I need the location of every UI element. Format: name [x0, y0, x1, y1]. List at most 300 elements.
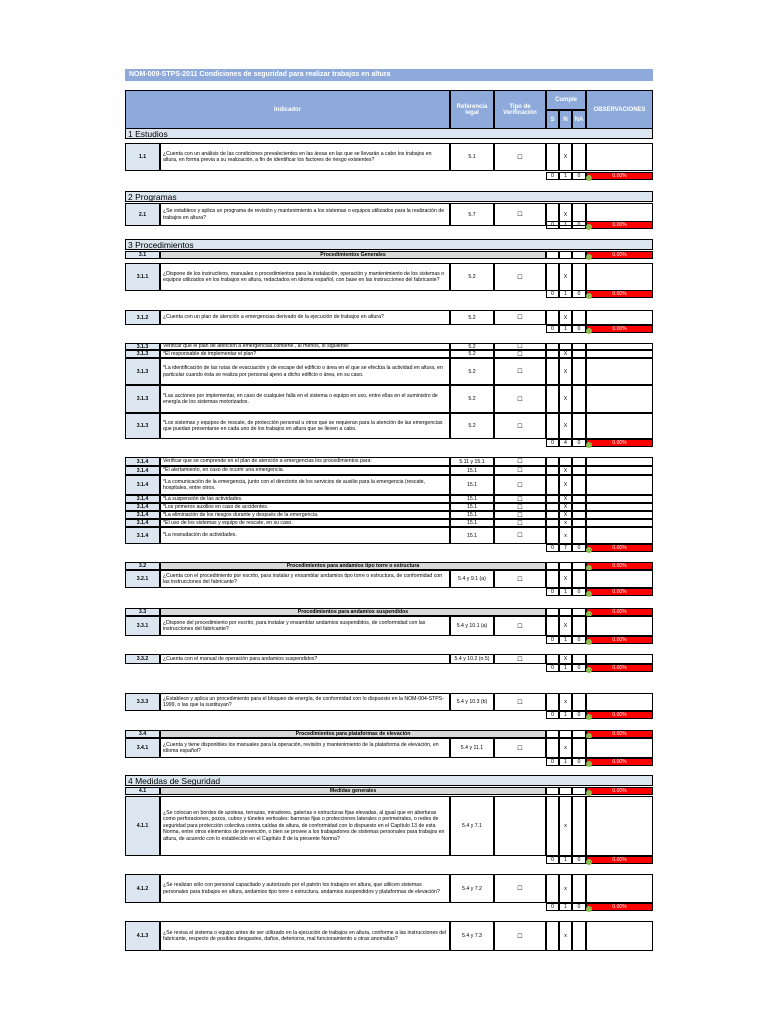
section-header: 3 Procedimientos [125, 239, 653, 250]
row-reference: 15.1 [450, 511, 494, 519]
verification-checkbox[interactable]: ☐ [494, 413, 546, 439]
summary-s: 0 [546, 856, 559, 864]
observaciones-cell[interactable] [586, 457, 653, 466]
summary-s: 0 [546, 221, 559, 229]
subsection-s [546, 608, 559, 616]
cumple-na-cell[interactable] [572, 693, 586, 711]
summary-percent: 0.00% [586, 758, 653, 766]
row-question: ¿Se colocan en bordes de azoteas, terrazas, miradores, galerías o estructuras fijas elevadas, al igual que en aberturas como perforaciones, pozos, cubos y túneles verticales: barreras fijas o protecciones laterales o perimetrales, o redes de seguridad para protección colectiva contra caídas de altura, de conformidad con lo dispuesto en el Capítulo 13 de esta Norma, entre otros elementos de prevención, o bien se provee a los trabajadores de sistemas personales para trabajos en altura, de acuerdo con lo establecido en el Capítulo 8 de la presente Norma? [160, 796, 450, 856]
subsection-number: 3.2 [125, 562, 160, 570]
cumple-na-cell[interactable] [572, 143, 586, 171]
row-reference: 5.4 y 7.3 [450, 921, 494, 951]
cumple-s-cell[interactable] [546, 343, 559, 350]
status-indicator-icon [586, 591, 592, 597]
row-number: 3.1.4 [125, 495, 160, 503]
cumple-n-cell[interactable]: X [559, 263, 572, 291]
row-question: Verificar que el plan de atención a emergencias contiene , al menos, lo siguiente: [160, 343, 450, 350]
cumple-n-cell[interactable]: X [559, 616, 572, 636]
row-number: 3.1.4 [125, 475, 160, 495]
verification-checkbox[interactable]: ☐ [494, 693, 546, 711]
verification-checkbox[interactable]: ☐ [494, 519, 546, 527]
row-reference: 5.4 y 7.2 [450, 874, 494, 903]
row-reference: 5.2 [450, 343, 494, 350]
observaciones-cell[interactable] [586, 143, 653, 171]
row-reference: 15.1 [450, 466, 494, 475]
row-reference: 5.4 y 9.1 (a) [450, 570, 494, 588]
status-indicator-icon [586, 254, 592, 260]
status-indicator-icon [586, 714, 592, 720]
cumple-na-cell[interactable] [572, 921, 586, 951]
observaciones-cell[interactable] [586, 343, 653, 350]
summary-s: 0 [546, 758, 559, 766]
cumple-s-cell[interactable] [546, 874, 559, 903]
status-indicator-icon [586, 328, 592, 334]
verification-checkbox[interactable]: ☐ [494, 385, 546, 413]
summary-s: 0 [546, 325, 559, 333]
cumple-s-cell[interactable] [546, 654, 559, 664]
observaciones-cell[interactable] [586, 413, 653, 439]
row-question: ¿Cuenta con un análisis de las condiciones prevalecientes en las áreas en las que se llevarán a cabo los trabajos en altura, en forma previa a su realización, a fin de identificar los factores de riesgo existentes? [160, 143, 450, 171]
row-reference: 5.4 y 10.2 (n.5) [450, 654, 494, 664]
row-question: Verificar que se comprende en el plan de atención a emergencias los procedimientos para: [160, 457, 450, 466]
observaciones-cell[interactable] [586, 263, 653, 291]
cumple-n-cell[interactable]: X [559, 350, 572, 358]
cumple-na-cell[interactable] [572, 263, 586, 291]
cumple-s-cell[interactable] [546, 358, 559, 385]
status-indicator-icon [586, 547, 592, 553]
subsection-percent: 0.00% [586, 730, 653, 738]
summary-percent: 0.00% [586, 636, 653, 644]
observaciones-cell[interactable] [586, 796, 653, 856]
cumple-s-cell[interactable] [546, 466, 559, 475]
subsection-label: Procedimientos Generales [160, 251, 546, 259]
summary-na: 0 [572, 711, 586, 719]
row-number: 4.1.2 [125, 874, 160, 903]
row-question: ¿Cuenta con un plan de atención a emergencias derivado de la ejecución de trabajos en altura? [160, 310, 450, 325]
row-reference: 5.4 y 10.1 (a) [450, 616, 494, 636]
cumple-n-cell[interactable]: x [559, 519, 572, 527]
verification-checkbox[interactable]: ☐ [494, 466, 546, 475]
row-number: 3.1.3 [125, 385, 160, 413]
row-reference: 15.1 [450, 503, 494, 511]
row-number: 1.1 [125, 143, 160, 171]
cumple-na-cell[interactable] [572, 495, 586, 503]
observaciones-cell[interactable] [586, 519, 653, 527]
summary-percent: 0.00% [586, 290, 653, 298]
row-reference: 15.1 [450, 495, 494, 503]
cumple-na-cell[interactable] [572, 466, 586, 475]
observaciones-cell[interactable] [586, 921, 653, 951]
observaciones-cell[interactable] [586, 466, 653, 475]
cumple-na-cell[interactable] [572, 457, 586, 466]
subsection-s [546, 787, 559, 795]
summary-percent: 0.00% [586, 711, 653, 719]
observaciones-cell[interactable] [586, 310, 653, 325]
cumple-na-cell[interactable] [572, 519, 586, 527]
cumple-na-cell[interactable] [572, 511, 586, 519]
cumple-na-cell[interactable] [572, 503, 586, 511]
subsection-na [572, 251, 586, 259]
verification-checkbox[interactable]: ☐ [494, 203, 546, 226]
verification-checkbox[interactable]: ☐ [494, 570, 546, 588]
status-indicator-icon [586, 906, 592, 912]
cumple-n-cell[interactable]: x [559, 796, 572, 856]
header-observaciones: OBSERVACIONES [586, 90, 653, 130]
row-question: *Las acciones por implementar, en caso de cualquier falla en el sistema o equipo en uso, entre ellas en el suministro de energía de los sistemas motorizados. [160, 385, 450, 413]
verification-checkbox[interactable]: ☐ [494, 350, 546, 358]
verification-checkbox[interactable]: ☐ [494, 511, 546, 519]
observaciones-cell[interactable] [586, 874, 653, 903]
summary-na: 0 [572, 172, 586, 180]
verification-checkbox[interactable]: ☐ [494, 343, 546, 350]
row-question: *La identificación de las rutas de evacuación y de escape del edificio o área en el que se efectúa la actividad en altura, en particular cuando ésta se realiza por personal ajeno a dicho edificio o área, en su caso. [160, 358, 450, 385]
row-number: 2.1 [125, 203, 160, 226]
cumple-s-cell[interactable] [546, 503, 559, 511]
summary-na: 0 [572, 221, 586, 229]
verification-checkbox[interactable] [494, 796, 546, 856]
cumple-na-cell[interactable] [572, 616, 586, 636]
summary-n: 1 [559, 903, 572, 911]
cumple-s-cell[interactable] [546, 519, 559, 527]
cumple-n-cell[interactable]: x [559, 738, 572, 758]
summary-n: 1 [559, 221, 572, 229]
summary-s: 0 [546, 544, 559, 552]
cumple-s-cell[interactable] [546, 457, 559, 466]
row-question: *La comunicación de la emergencia, junto con el directorio de los servicios de auxilio para la emergencia (rescate, hospitales, entre otros. [160, 475, 450, 495]
cumple-na-cell[interactable] [572, 874, 586, 903]
status-indicator-icon [586, 293, 592, 299]
cumple-na-cell[interactable] [572, 570, 586, 588]
cumple-s-cell[interactable] [546, 385, 559, 413]
row-number: 3.1.2 [125, 310, 160, 325]
cumple-n-cell[interactable]: X [559, 413, 572, 439]
verification-checkbox[interactable]: ☐ [494, 263, 546, 291]
cumple-n-cell[interactable]: x [559, 527, 572, 544]
summary-percent: 0.00% [586, 856, 653, 864]
subsection-n [559, 608, 572, 616]
cumple-n-cell[interactable]: X [559, 385, 572, 413]
cumple-n-cell[interactable]: x [559, 693, 572, 711]
subsection-n [559, 251, 572, 259]
row-number: 3.1.3 [125, 350, 160, 358]
verification-checkbox[interactable]: ☐ [494, 654, 546, 664]
observaciones-cell[interactable] [586, 503, 653, 511]
summary-s: 0 [546, 636, 559, 644]
cumple-s-cell[interactable] [546, 527, 559, 544]
cumple-n-cell[interactable]: X [559, 654, 572, 664]
observaciones-cell[interactable] [586, 654, 653, 664]
subsection-na [572, 787, 586, 795]
row-number: 3.1.1 [125, 263, 160, 291]
verification-checkbox[interactable]: ☐ [494, 358, 546, 385]
observaciones-cell[interactable] [586, 475, 653, 495]
summary-percent: 0.00% [586, 664, 653, 672]
summary-s: 0 [546, 172, 559, 180]
subsection-n [559, 562, 572, 570]
section-header: 4 Medidas de Seguridad [125, 775, 653, 786]
subsection-label: Procedimientos para andamios tipo torre o estructura [160, 562, 546, 570]
summary-n: 7 [559, 544, 572, 552]
verification-checkbox[interactable]: ☐ [494, 457, 546, 466]
row-reference: 5.11 y 15.1 [450, 457, 494, 466]
summary-na: 0 [572, 636, 586, 644]
summary-s: 0 [546, 664, 559, 672]
cumple-n-cell[interactable]: X [559, 310, 572, 325]
subsection-number: 4.1 [125, 787, 160, 795]
subsection-na [572, 562, 586, 570]
row-number: 3.1.4 [125, 519, 160, 527]
summary-percent: 0.00% [586, 544, 653, 552]
cumple-na-cell[interactable] [572, 343, 586, 350]
section-header: 1 Estudios [125, 128, 653, 139]
row-question: ¿Cuenta con el manual de operación para andamios suspendidos? [160, 654, 450, 664]
subsection-label: Procedimientos para andamios suspendidos [160, 608, 546, 616]
verification-checkbox[interactable]: ☐ [494, 874, 546, 903]
cumple-s-cell[interactable] [546, 350, 559, 358]
subsection-na [572, 730, 586, 738]
cumple-s-cell[interactable] [546, 738, 559, 758]
cumple-n-cell[interactable]: x [559, 874, 572, 903]
subsection-s [546, 251, 559, 259]
row-question: *El responsable de implementar el plan? [160, 350, 450, 358]
row-number: 3.1.3 [125, 343, 160, 350]
cumple-na-cell[interactable] [572, 385, 586, 413]
summary-n: 1 [559, 290, 572, 298]
subsection-na [572, 608, 586, 616]
row-reference: 5.2 [450, 358, 494, 385]
summary-n: 1 [559, 758, 572, 766]
observaciones-cell[interactable] [586, 570, 653, 588]
verification-checkbox[interactable]: ☐ [494, 143, 546, 171]
row-number: 3.1.3 [125, 358, 160, 385]
cumple-s-cell[interactable] [546, 475, 559, 495]
cumple-s-cell[interactable] [546, 693, 559, 711]
row-question: ¿Cuenta con el procedimiento por escrito, para instalar y ensamblar andamios tipo torre o estructura, de conformidad con las instrucciones del fabricante? [160, 570, 450, 588]
subsection-percent: 0.00% [586, 251, 653, 259]
row-reference: 15.1 [450, 475, 494, 495]
summary-na: 0 [572, 290, 586, 298]
cumple-na-cell[interactable] [572, 738, 586, 758]
summary-na: 0 [572, 588, 586, 596]
summary-na: 0 [572, 856, 586, 864]
row-number: 3.1.3 [125, 413, 160, 439]
row-number: 4.1.3 [125, 921, 160, 951]
cumple-s-cell[interactable] [546, 796, 559, 856]
observaciones-cell[interactable] [586, 693, 653, 711]
cumple-n-cell[interactable]: x [559, 921, 572, 951]
cumple-na-cell[interactable] [572, 310, 586, 325]
cumple-na-cell[interactable] [572, 350, 586, 358]
observaciones-cell[interactable] [586, 358, 653, 385]
row-reference: 5.4 y 11.1 [450, 738, 494, 758]
summary-percent: 0.00% [586, 325, 653, 333]
subsection-n [559, 787, 572, 795]
cumple-na-cell[interactable] [572, 475, 586, 495]
row-number: 3.1.4 [125, 527, 160, 544]
row-question: *La reanudación de actividades. [160, 527, 450, 544]
row-number: 3.2.1 [125, 570, 160, 588]
subsection-n [559, 730, 572, 738]
row-question: ¿Se revisa el sistema o equipo antes de ser utilizado en la ejecución de trabajos en altura, conforme a las instrucciones del fabricante, respecto de posibles desgastes, daños, deterioros, mal funcionamiento u otras anomalías? [160, 921, 450, 951]
cumple-s-cell[interactable] [546, 570, 559, 588]
cumple-s-cell[interactable] [546, 310, 559, 325]
row-reference: 5.1 [450, 143, 494, 171]
cumple-na-cell[interactable] [572, 527, 586, 544]
cumple-s-cell[interactable] [546, 616, 559, 636]
header-cumple: Cumple [546, 90, 586, 110]
cumple-s-cell[interactable] [546, 413, 559, 439]
row-question: ¿Dispone de los instructivos, manuales o procedimientos para la instalación, operación y mantenimiento de los sistemas o equipos utilizados en los trabajos en altura, redactados en idioma español, con base en las instrucciones del fabricante? [160, 263, 450, 291]
row-reference: 15.1 [450, 519, 494, 527]
row-number: 3.1.4 [125, 503, 160, 511]
verification-checkbox[interactable]: ☐ [494, 527, 546, 544]
header-na: NA [572, 110, 586, 130]
cumple-na-cell[interactable] [572, 358, 586, 385]
row-question: *Los primeros auxilios en caso de accidentes. [160, 503, 450, 511]
cumple-n-cell[interactable] [559, 457, 572, 466]
observaciones-cell[interactable] [586, 385, 653, 413]
subsection-s [546, 562, 559, 570]
subsection-number: 3.1 [125, 251, 160, 259]
row-reference: 5.4 y 10.3 (b) [450, 693, 494, 711]
observaciones-cell[interactable] [586, 495, 653, 503]
summary-na: 0 [572, 544, 586, 552]
verification-checkbox[interactable]: ☐ [494, 475, 546, 495]
summary-na: 0 [572, 758, 586, 766]
summary-na: 0 [572, 664, 586, 672]
section-header: 2 Programas [125, 191, 653, 202]
subsection-percent: 0.00% [586, 562, 653, 570]
row-question: *Los sistemas y equipos de rescate, de protección personal u otros que se requieran para la atención de las emergencias que puedan presentarse en cada uno de los trabajos en altura que se lleven a cabo. [160, 413, 450, 439]
cumple-n-cell[interactable]: X [559, 503, 572, 511]
summary-n: 1 [559, 711, 572, 719]
row-number: 3.4.1 [125, 738, 160, 758]
observaciones-cell[interactable] [586, 511, 653, 519]
verification-checkbox[interactable]: ☐ [494, 495, 546, 503]
row-question: ¿Establece y aplica un procedimiento para el bloqueo de energía, de conformidad con lo dispuesto en la NOM-004-STPS-1999, o las que la sustituyan? [160, 693, 450, 711]
header-s: S [546, 110, 559, 130]
subsection-label: Procedimientos para plataformas de elevación [160, 730, 546, 738]
row-number: 4.1.1 [125, 796, 160, 856]
summary-s: 0 [546, 290, 559, 298]
status-indicator-icon [586, 224, 592, 230]
summary-n: 1 [559, 325, 572, 333]
status-indicator-icon [586, 639, 592, 645]
cumple-n-cell[interactable]: X [559, 475, 572, 495]
cumple-s-cell[interactable] [546, 495, 559, 503]
verification-checkbox[interactable]: ☐ [494, 310, 546, 325]
subsection-number: 3.3 [125, 608, 160, 616]
summary-s: 0 [546, 711, 559, 719]
subsection-label: Medidas generales [160, 787, 546, 795]
status-indicator-icon [586, 667, 592, 673]
row-reference: 5.7 [450, 203, 494, 226]
header-tipo: Tipo de Verificación [494, 90, 546, 130]
summary-percent: 0.00% [586, 172, 653, 180]
summary-s: 0 [546, 588, 559, 596]
row-number: 3.1.4 [125, 511, 160, 519]
verification-checkbox[interactable]: ☐ [494, 738, 546, 758]
cumple-n-cell[interactable]: X [559, 143, 572, 171]
summary-na: 0 [572, 325, 586, 333]
cumple-n-cell[interactable]: X [559, 511, 572, 519]
summary-n: 1 [559, 172, 572, 180]
row-reference: 5.2 [450, 385, 494, 413]
verification-checkbox[interactable]: ☐ [494, 503, 546, 511]
subsection-percent: 0.00% [586, 787, 653, 795]
cumple-s-cell[interactable] [546, 511, 559, 519]
cumple-s-cell[interactable] [546, 921, 559, 951]
verification-checkbox[interactable]: ☐ [494, 616, 546, 636]
row-reference: 5.2 [450, 413, 494, 439]
row-question: ¿Se realizan sólo con personal capacitado y autorizado por el patrón los trabajos en altura, que utilicen sistemas personales para trabajos en altura, andamios tipo torre o estructura, andamios suspendidos y plataformas de elevación? [160, 874, 450, 903]
summary-n: 1 [559, 588, 572, 596]
row-question: *La eliminación de los riesgos durante y después de la emergencia. [160, 511, 450, 519]
cumple-s-cell[interactable] [546, 263, 559, 291]
row-question: *La suspensión de las actividades. [160, 495, 450, 503]
subsection-percent: 0.00% [586, 608, 653, 616]
row-reference: 5.2 [450, 350, 494, 358]
summary-percent: 0.00% [586, 588, 653, 596]
status-indicator-icon [586, 442, 592, 448]
summary-na: 0 [572, 903, 586, 911]
summary-n: 4 [559, 439, 572, 447]
row-number: 3.1.4 [125, 457, 160, 466]
observaciones-cell[interactable] [586, 616, 653, 636]
row-reference: 5.4 y 7.1 [450, 796, 494, 856]
cumple-n-cell[interactable] [559, 343, 572, 350]
row-number: 3.3.1 [125, 616, 160, 636]
cumple-na-cell[interactable] [572, 654, 586, 664]
cumple-na-cell[interactable] [572, 796, 586, 856]
cumple-n-cell[interactable]: X [559, 570, 572, 588]
observaciones-cell[interactable] [586, 738, 653, 758]
header-referencia: Referencia legal [450, 90, 494, 130]
row-question: *El alertamiento, en caso de ocurrir una emergencia. [160, 466, 450, 475]
observaciones-cell[interactable] [586, 527, 653, 544]
verification-checkbox[interactable]: ☐ [494, 921, 546, 951]
header-n: N [559, 110, 572, 130]
row-reference: 15.1 [450, 527, 494, 544]
status-indicator-icon [586, 175, 592, 181]
header-indicador: Indicador [125, 90, 450, 130]
summary-percent: 0.00% [586, 221, 653, 229]
cumple-n-cell[interactable]: X [559, 466, 572, 475]
row-reference: 5.2 [450, 263, 494, 291]
subsection-s [546, 730, 559, 738]
row-question: ¿Cuenta y tiene disponibles los manuales para la operación, revisión y mantenimiento de la plataforma de elevación, en idioma español? [160, 738, 450, 758]
summary-s: 0 [546, 439, 559, 447]
cumple-n-cell[interactable]: X [559, 495, 572, 503]
row-question: ¿Dispone del procedimiento por escrito, para instalar y ensamblar andamios suspendidos, de conformidad con las instrucciones del fabricante? [160, 616, 450, 636]
observaciones-cell[interactable] [586, 350, 653, 358]
row-number: 3.3.2 [125, 654, 160, 664]
cumple-s-cell[interactable] [546, 143, 559, 171]
summary-n: 1 [559, 664, 572, 672]
summary-percent: 0.00% [586, 903, 653, 911]
row-question: ¿Se establece y aplica un programa de revisión y mantenimiento a los sistemas o equipos utilizados para la realización de trabajos en altura? [160, 203, 450, 226]
cumple-na-cell[interactable] [572, 413, 586, 439]
cumple-n-cell[interactable]: X [559, 358, 572, 385]
subsection-number: 3.4 [125, 730, 160, 738]
summary-percent: 0.00% [586, 439, 653, 447]
summary-na: 0 [572, 439, 586, 447]
row-reference: 5.2 [450, 310, 494, 325]
sheet-title: NOM-009-STPS-2011 Condiciones de seguridad para realizar trabajos en altura [125, 69, 653, 81]
summary-n: 1 [559, 856, 572, 864]
row-number: 3.3.3 [125, 693, 160, 711]
cumple-n-cell[interactable]: X [559, 203, 572, 226]
